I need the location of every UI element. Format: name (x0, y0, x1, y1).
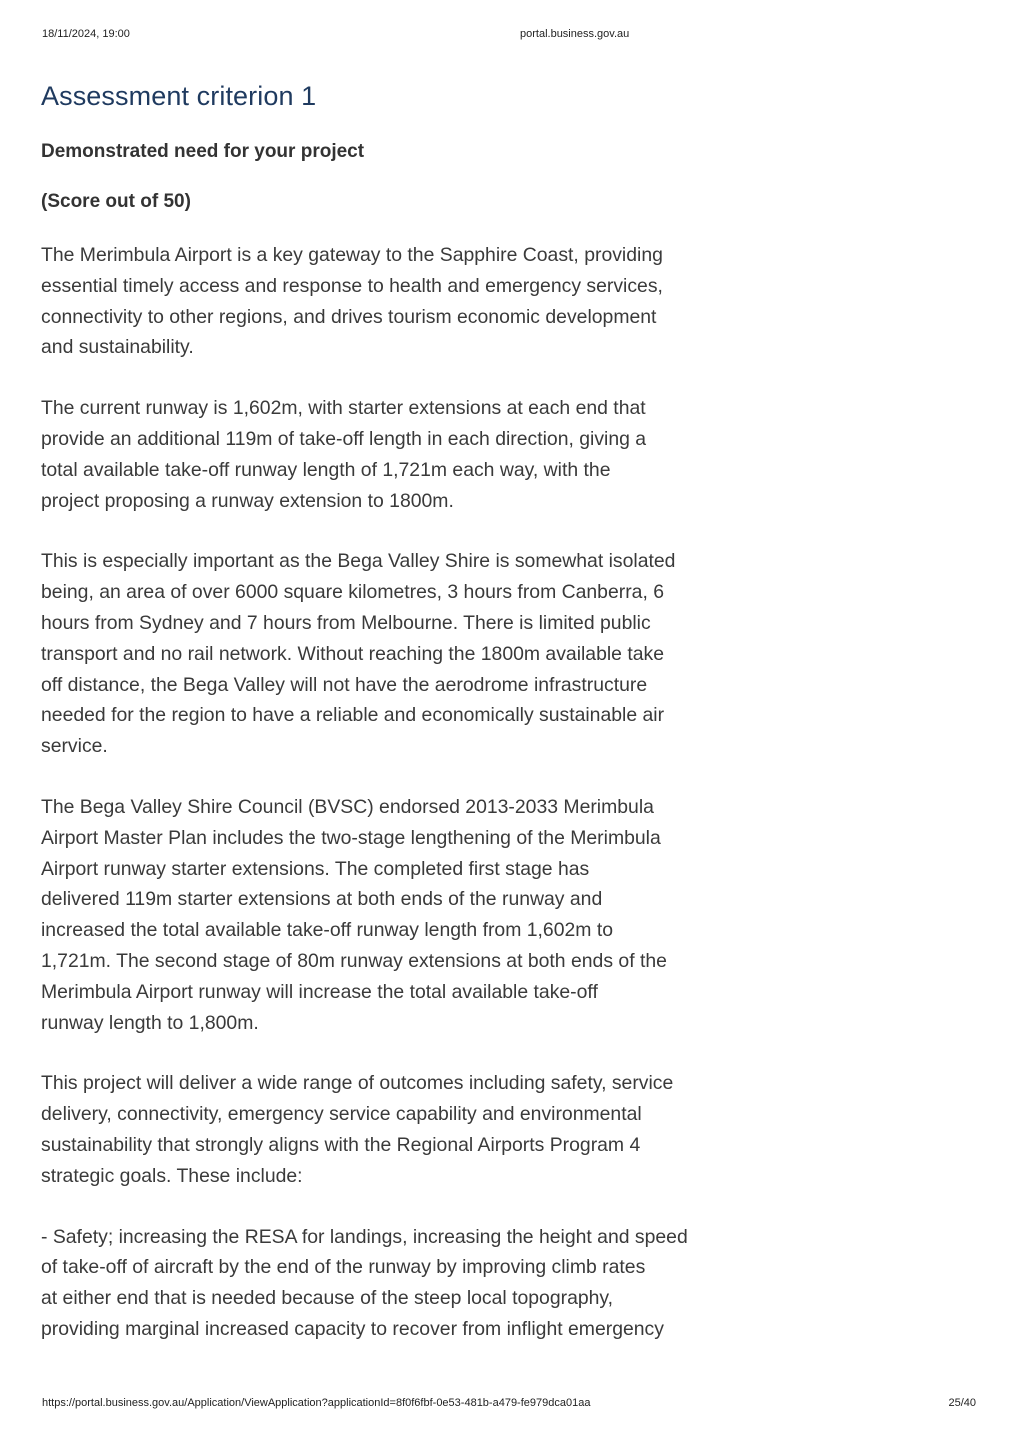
print-datetime: 18/11/2024, 19:00 (42, 28, 130, 40)
document-content (41, 76, 751, 1375)
criterion-subtitle: Demonstrated need for your project (41, 141, 365, 162)
paragraph: The Merimbula Airport is a key gateway to the Sapphire Coast, providing essential timely access and response to health and emergency services, connectivity to other regions, and drives tourism economic development and sustainability. (41, 244, 663, 359)
print-header (42, 28, 970, 42)
response-text (41, 240, 751, 1345)
print-site-name: portal.business.gov.au (520, 28, 630, 40)
print-footer (42, 1397, 976, 1411)
paragraph: The Bega Valley Shire Council (BVSC) endorsed 2013-2033 Merimbula Airport Master Plan includes the two-stage lengthening of the Merimbula Airport runway starter extensions. The completed first stage has delivered 119m starter extensions at both ends of the runway and increased the total available take-off runway length from 1,602m to 1,721m. The second stage of 80m runway extensions at both ends of the Merimbula Airport runway will increase the total available take-off runway length to 1,800m. (41, 795, 667, 1034)
paragraph: This is especially important as the Bega Valley Shire is somewhat isolated being, an area of over 6000 square kilometres, 3 hours from Canberra, 6 hours from Sydney and 7 hours from Melbourne. There is limited public transport and no rail network. Without reaching the 1800m available take off distance, the Bega Valley will not have the aerodrome infrastructure needed for the region to have a reliable and economically sustainable air service. (41, 550, 676, 758)
page-title: Assessment criterion 1 (41, 81, 317, 111)
paragraph: The current runway is 1,602m, with starter extensions at each end that provide an additional 119m of take-off length in each direction, giving a total available take-off runway length of 1,721m each way, with the project proposing a runway extension to 1800m. (41, 397, 647, 512)
paragraph: - Safety; increasing the RESA for landings, increasing the height and speed of take-off of aircraft by the end of the runway by improving climb rates at either end that is needed because of the steep local topography, providing marginal increased capacity to recover from inflight emergency (41, 1225, 688, 1340)
page-number: 25/40 (948, 1397, 976, 1409)
paragraph: This project will deliver a wide range of outcomes including safety, service delivery, connectivity, emergency service capability and environmental sustainability that strongly aligns with the Regional Airports Program 4 strategic goals. These include: (41, 1072, 674, 1187)
score-note: (Score out of 50) (41, 191, 191, 212)
footer-url: https://portal.business.gov.au/Application/ViewApplication?applicationId=8f0f6fbf-0e53-481b-a479-fe979dca01aa (42, 1397, 591, 1409)
